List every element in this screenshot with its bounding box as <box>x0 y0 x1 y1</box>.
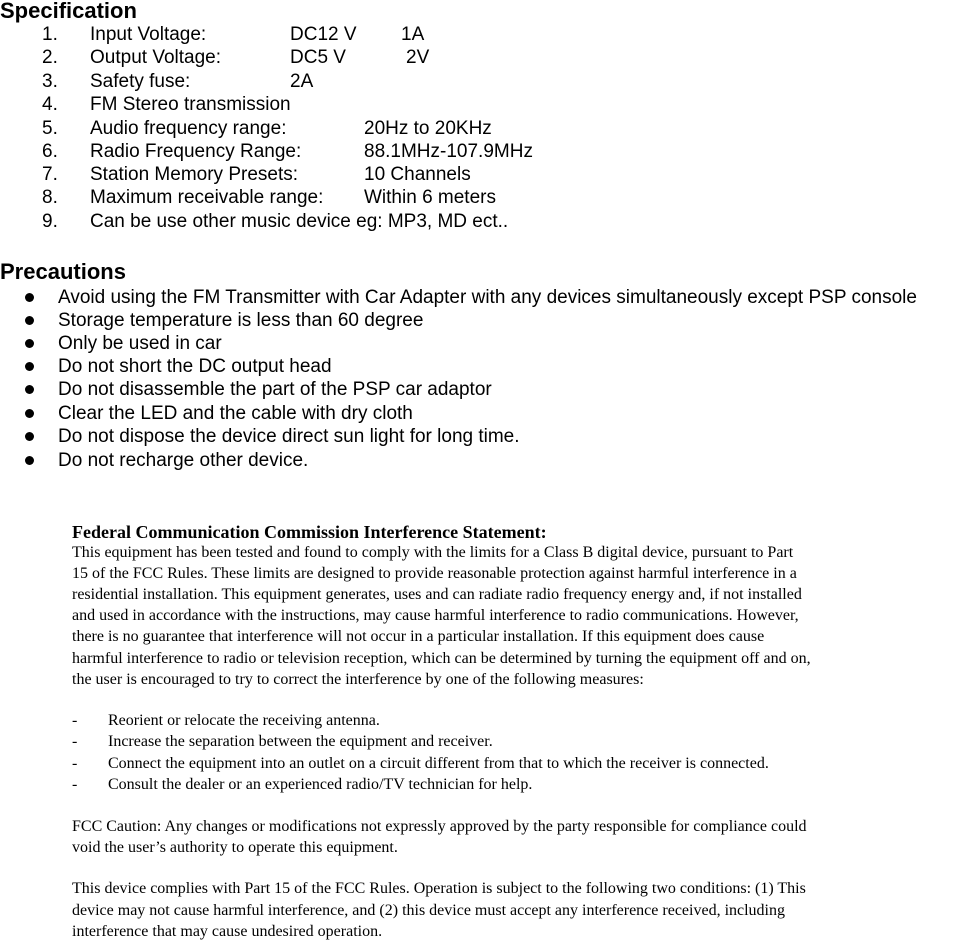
spec-number: 4. <box>42 94 58 115</box>
spec-number: 8. <box>42 187 58 208</box>
bullet-icon <box>25 432 34 441</box>
precaution-item: Do not recharge other device. <box>58 450 309 471</box>
fcc-paragraph-line: there is no guarantee that interference will not occur in a particular installation. If this equipment does cause <box>72 628 765 645</box>
fcc-compliance-line: This device complies with Part 15 of the FCC Rules. Operation is subject to the following two conditions: (1) This <box>72 880 806 897</box>
spec-number: 9. <box>42 211 58 232</box>
spec-label: Safety fuse: <box>90 71 191 92</box>
spec-label: Station Memory Presets: <box>90 164 299 185</box>
precautions-heading: Precautions <box>0 259 126 284</box>
list-dash: - <box>72 712 78 729</box>
spec-label: Output Voltage: <box>90 47 221 68</box>
spec-value: 2A <box>290 71 314 92</box>
fcc-paragraph-line: residential installation. This equipment generates, uses and can radiate radio frequency energy and, if not installed <box>72 586 802 603</box>
fcc-paragraph-line: and used in accordance with the instructions, may cause harmful interference to radio communications. However, <box>72 607 799 624</box>
bullet-icon <box>25 409 34 418</box>
spec-number: 7. <box>42 164 58 185</box>
fcc-compliance-line: device may not cause harmful interference, and (2) this device must accept any interference received, including <box>72 902 785 919</box>
spec-label: FM Stereo transmission <box>90 94 291 115</box>
precaution-item: Storage temperature is less than 60 degree <box>58 310 424 331</box>
fcc-caution-line: void the user’s authority to operate this equipment. <box>72 839 398 856</box>
spec-label: Input Voltage: <box>90 24 207 45</box>
spec-value: 20Hz to 20KHz <box>364 118 492 139</box>
fcc-compliance-line: interference that may cause undesired operation. <box>72 923 383 940</box>
fcc-paragraph-line: the user is encouraged to try to correct the interference by one of the following measures: <box>72 671 644 688</box>
spec-value-secondary: 1A <box>401 24 425 45</box>
precaution-item: Avoid using the FM Transmitter with Car Adapter with any devices simultaneously except PSP console <box>58 287 917 308</box>
spec-value: 88.1MHz-107.9MHz <box>364 141 533 162</box>
fcc-paragraph-line: 15 of the FCC Rules. These limits are designed to provide reasonable protection against harmful interference in a <box>72 565 797 582</box>
precaution-item: Clear the LED and the cable with dry cloth <box>58 403 413 424</box>
bullet-icon <box>25 362 34 371</box>
spec-value: 10 Channels <box>364 164 471 185</box>
fcc-heading: Federal Communication Commission Interference Statement: <box>72 522 547 542</box>
list-dash: - <box>72 776 78 793</box>
list-dash: - <box>72 755 78 772</box>
fcc-measure: Increase the separation between the equipment and receiver. <box>108 733 493 750</box>
bullet-icon <box>25 456 34 465</box>
list-dash: - <box>72 733 78 750</box>
spec-value: DC12 V <box>290 24 357 45</box>
precaution-item: Only be used in car <box>58 333 222 354</box>
bullet-icon <box>25 316 34 325</box>
spec-value: DC5 V <box>290 47 346 68</box>
precaution-item: Do not dispose the device direct sun light for long time. <box>58 426 520 447</box>
spec-label: Maximum receivable range: <box>90 187 324 208</box>
spec-number: 5. <box>42 118 58 139</box>
spec-value-secondary: 2V <box>406 47 430 68</box>
fcc-paragraph-line: harmful interference to radio or television reception, which can be determined by turning the equipment off and on, <box>72 650 811 667</box>
spec-value: Within 6 meters <box>364 187 496 208</box>
spec-number: 2. <box>42 47 58 68</box>
fcc-measure: Reorient or relocate the receiving antenna. <box>108 712 380 729</box>
fcc-measure: Consult the dealer or an experienced radio/TV technician for help. <box>108 776 533 793</box>
fcc-measure: Connect the equipment into an outlet on a circuit different from that to which the receiver is connected. <box>108 755 769 772</box>
fcc-caution-line: FCC Caution: Any changes or modifications not expressly approved by the party responsible for compliance could <box>72 818 807 835</box>
spec-label: Audio frequency range: <box>90 118 287 139</box>
fcc-paragraph-line: This equipment has been tested and found to comply with the limits for a Class B digital device, pursuant to Part <box>72 544 794 561</box>
bullet-icon <box>25 293 34 302</box>
precaution-item: Do not short the DC output head <box>58 356 332 377</box>
specification-heading: Specification <box>0 0 137 23</box>
spec-number: 6. <box>42 141 58 162</box>
spec-number: 1. <box>42 24 58 45</box>
bullet-icon <box>25 339 34 348</box>
spec-label: Radio Frequency Range: <box>90 141 302 162</box>
precaution-item: Do not disassemble the part of the PSP car adaptor <box>58 379 492 400</box>
spec-number: 3. <box>42 71 58 92</box>
spec-label: Can be use other music device eg: MP3, MD ect.. <box>90 211 509 232</box>
bullet-icon <box>25 385 34 394</box>
